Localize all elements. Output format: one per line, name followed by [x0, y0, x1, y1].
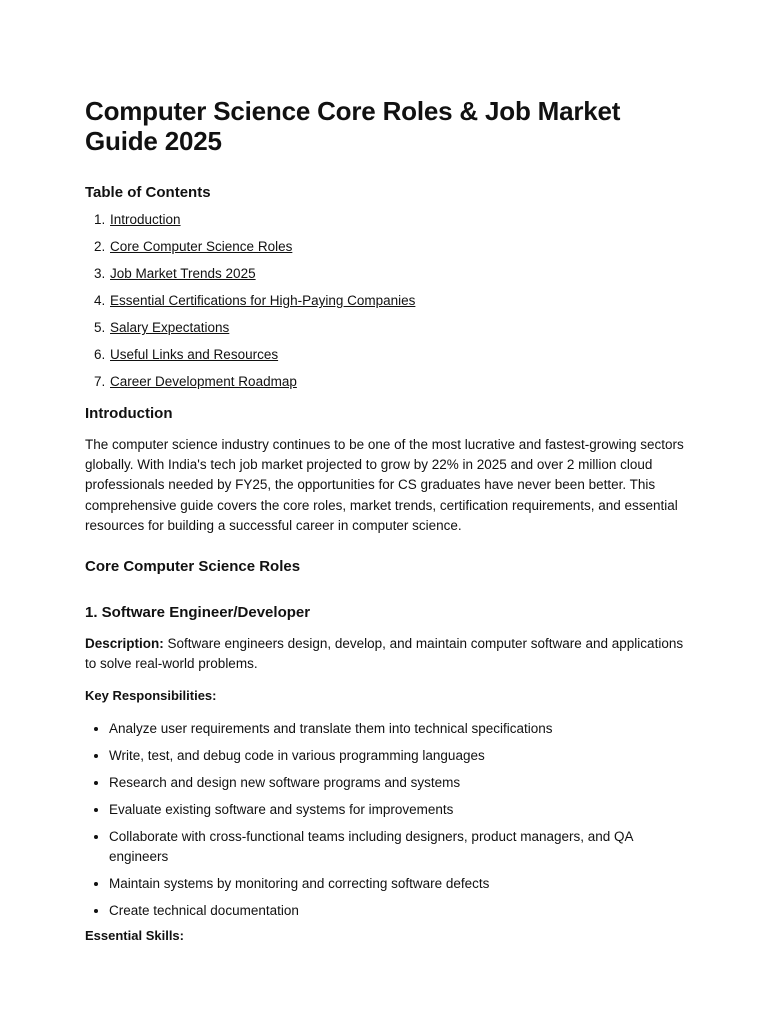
toc-item [109, 346, 684, 364]
list-item: • Research and design new software programs and systems [109, 773, 684, 793]
list-item: • Evaluate existing software and systems for improvements [109, 800, 684, 820]
document-title: Computer Science Core Roles & Job Market Guide 2025 [85, 96, 621, 156]
role-title-software-engineer: 1. Software Engineer/Developer [85, 604, 311, 622]
responsibilities-list [85, 719, 684, 921]
toc-link-job-market-trends[interactable]: Job Market Trends 2025 [110, 266, 256, 281]
toc-link-introduction[interactable]: Introduction [110, 212, 181, 227]
list-item: • Analyze user requirements and translate them into technical specifications [109, 719, 684, 739]
introduction-heading: Introduction [85, 405, 173, 422]
toc-item [109, 265, 684, 283]
toc-link-certifications[interactable]: Essential Certifications for High-Paying Companies [110, 293, 416, 308]
toc-item [109, 211, 684, 229]
toc-link-resources[interactable]: Useful Links and Resources [110, 347, 279, 362]
list-item: • Create technical documentation [109, 901, 684, 921]
toc-heading: Table of Contents [85, 184, 211, 201]
toc-item [109, 238, 684, 256]
core-roles-heading: Core Computer Science Roles [85, 558, 301, 576]
toc-item [109, 292, 684, 310]
description-label: Description: [85, 636, 164, 652]
table-of-contents [85, 211, 684, 391]
toc-link-core-roles[interactable]: Core Computer Science Roles [110, 239, 293, 254]
toc-item [109, 373, 684, 391]
skills-heading: Essential Skills: [85, 928, 184, 944]
list-item: • Collaborate with cross-functional teams including designers, product managers, and QA engineers [109, 827, 684, 867]
responsibilities-heading: Key Responsibilities: [85, 688, 217, 704]
introduction-paragraph: The computer science industry continues to be one of the most lucrative and fastest-growing sectors globally. With India's tech job market projected to grow by 22% in 2025 and over 2 million cloud professionals needed by FY25, the opportunities for CS graduates have never been better. This comprehensive guide covers the core roles, market trends, certification requirements, and essential resources for building a successful career in computer science. [85, 437, 684, 533]
toc-item [109, 319, 684, 337]
toc-link-roadmap[interactable]: Career Development Roadmap [110, 374, 297, 389]
list-item: • Write, test, and debug code in various programming languages [109, 746, 684, 766]
role-description [85, 634, 684, 674]
list-item: • Maintain systems by monitoring and correcting software defects [109, 874, 684, 894]
description-text: Software engineers design, develop, and maintain computer software and applications to solve real-world problems. [85, 636, 684, 672]
toc-link-salary[interactable]: Salary Expectations [110, 320, 230, 335]
